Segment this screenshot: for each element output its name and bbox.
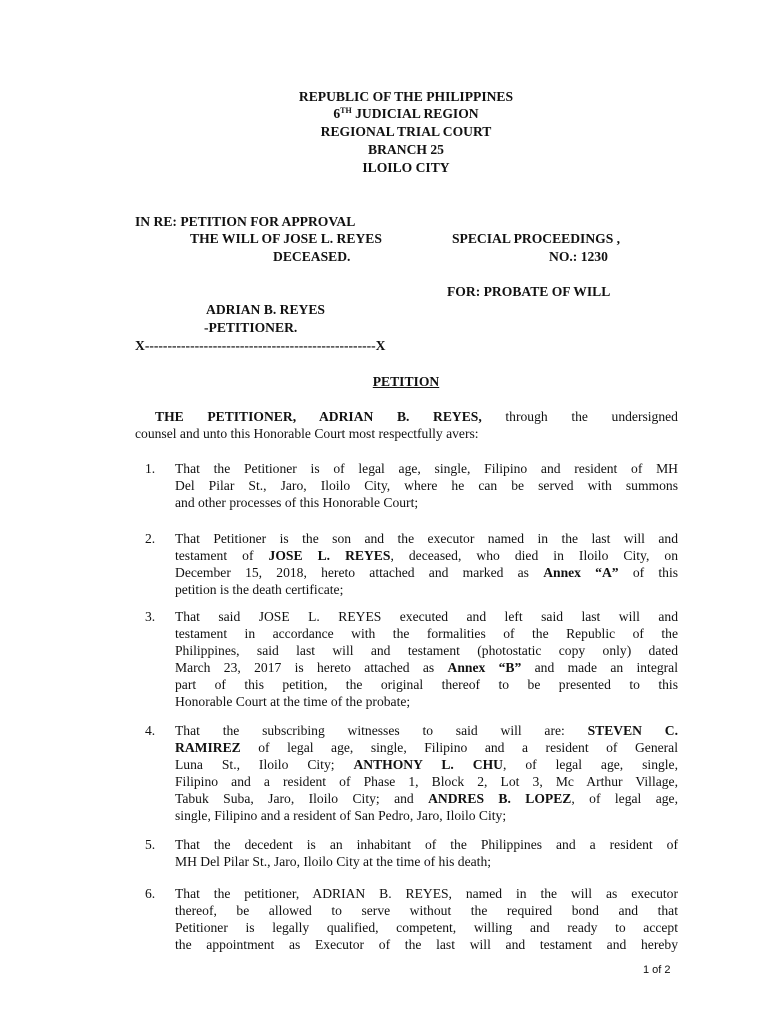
item-line: That the Petitioner is of legal age, single, Filipino and resident of MH: [175, 461, 678, 476]
item-line: the appointment as Executor of the last will and testament and hereby: [175, 937, 678, 952]
annex-b-label: Annex “B”: [447, 660, 522, 675]
item-number: 1.: [145, 461, 156, 476]
item-text: Luna St., Iloilo City;: [175, 757, 354, 772]
item-bold-name: JOSE L. REYES: [268, 548, 391, 563]
item-text: , of legal age,: [571, 791, 678, 806]
item-line: Honorable Court at the time of the probate;: [175, 694, 411, 709]
intro-paragraph: [135, 408, 678, 442]
item-text: December 15, 2018, hereto attached and marked as: [175, 565, 544, 580]
item-line: and other processes of this Honorable Court;: [175, 495, 419, 510]
document-title: PETITION: [372, 374, 440, 389]
witness-name: ANTHONY L. CHU: [353, 757, 503, 772]
item-text: March 23, 2017 is hereto attached as: [175, 660, 448, 675]
witness-name: ANDRES B. LOPEZ: [428, 791, 572, 806]
caption-in-re: IN RE: PETITION FOR APPROVAL: [135, 214, 356, 229]
petitioner-label: -PETITIONER.: [204, 320, 298, 335]
item-line: part of this petition, the original thereof to be presented to this: [175, 677, 678, 692]
court-region: [0, 105, 768, 122]
court-name: REGIONAL TRIAL COURT: [320, 124, 492, 139]
region-number: 6: [333, 106, 341, 121]
item-text: of this: [618, 565, 679, 580]
item-line: That the decedent is an inhabitant of the Philippines and a resident of: [175, 837, 678, 852]
item-line: That Petitioner is the son and the executor named in the last will and: [175, 531, 678, 546]
witness-name: RAMIREZ: [175, 740, 241, 755]
item-text: , of legal age, single,: [502, 757, 678, 772]
item-number: 4.: [145, 723, 156, 738]
item-number: 6.: [145, 886, 156, 901]
item-number: 5.: [145, 837, 156, 852]
item-text: , deceased, who died in Iloilo City, on: [390, 548, 679, 563]
caption-deceased: DECEASED.: [273, 249, 351, 264]
item-body: [175, 608, 678, 710]
item-body: [175, 885, 678, 953]
item-body: [175, 460, 678, 511]
item-text: testament of: [175, 548, 269, 563]
court-republic: REPUBLIC OF THE PHILIPPINES: [298, 89, 514, 104]
item-line: [175, 756, 678, 773]
region-text: JUDICIAL REGION: [351, 106, 479, 121]
item-line: [175, 547, 678, 564]
item-text: That the subscribing witnesses to said will are:: [175, 723, 588, 738]
court-city: ILOILO CITY: [362, 160, 450, 175]
item-line: Del Pilar St., Jaro, Iloilo City, where he can be served with summons: [175, 478, 678, 493]
caption-case-number: NO.: 1230: [549, 249, 608, 264]
item-line: That said JOSE L. REYES executed and left said last will and: [175, 609, 678, 624]
witness-name: STEVEN C.: [587, 723, 678, 738]
petitioner-name: ADRIAN B. REYES: [206, 302, 325, 317]
item-body: [175, 530, 678, 598]
page-number: 1 of 2: [643, 964, 671, 976]
item-line: That the petitioner, ADRIAN B. REYES, named in the will as executor: [175, 886, 678, 901]
intro-line-1: [135, 408, 678, 425]
region-superscript: TH: [340, 106, 352, 115]
item-line: Petitioner is legally qualified, competent, willing and ready to accept: [175, 920, 678, 935]
item-text: Tabuk Suba, Jaro, Iloilo City; and: [175, 791, 429, 806]
item-line: MH Del Pilar St., Jaro, Iloilo City at the time of his death;: [175, 854, 492, 869]
caption-separator: X---------------------------------------------------X: [135, 338, 386, 353]
item-line: testament in accordance with the formalities of the Republic of the: [175, 626, 678, 641]
item-text: of legal age, single, Filipino and a resident of General: [240, 740, 678, 755]
court-branch: BRANCH 25: [368, 142, 444, 157]
item-line: Philippines, said last will and testament (photostatic copy only) dated: [175, 643, 678, 658]
item-body: [175, 722, 678, 824]
item-body: [175, 836, 678, 870]
item-line: [175, 564, 678, 581]
item-line: thereof, be allowed to serve without the required bond and that: [175, 903, 678, 918]
item-line: single, Filipino and a resident of San Pedro, Jaro, Iloilo City;: [175, 808, 507, 823]
caption-special-proceedings: SPECIAL PROCEEDINGS ,: [452, 231, 621, 246]
annex-a-label: Annex “A”: [543, 565, 619, 580]
item-line: [175, 790, 678, 807]
item-line: [175, 659, 678, 676]
item-line: Filipino and a resident of Phase 1, Block 2, Lot 3, Mc Arthur Village,: [175, 774, 678, 789]
item-text: and made an integral: [521, 660, 678, 675]
item-number: 2.: [145, 531, 156, 546]
item-line: petition is the death certificate;: [175, 582, 344, 597]
intro-line-2: counsel and unto this Honorable Court most respectfully avers:: [135, 426, 479, 441]
intro-lead: THE PETITIONER, ADRIAN B. REYES,: [155, 409, 482, 424]
caption-will-of: THE WILL OF JOSE L. REYES: [190, 231, 382, 246]
caption-for: FOR: PROBATE OF WILL: [447, 284, 611, 299]
item-line: [175, 739, 678, 756]
item-number: 3.: [145, 609, 156, 624]
item-line: [175, 722, 678, 739]
intro-rest: through the undersigned: [481, 409, 678, 424]
